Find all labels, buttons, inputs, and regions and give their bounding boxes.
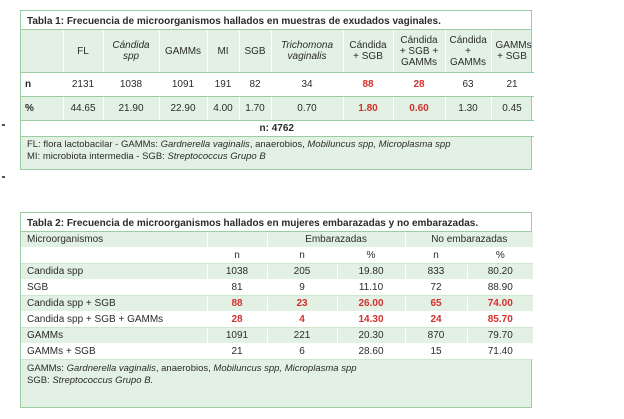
table-1-note-line-2	[27, 151, 525, 163]
row-label: GAMMs + SGB	[21, 344, 207, 360]
cell-highlight: 26.00	[337, 296, 405, 312]
cell-highlight: 65	[405, 296, 467, 312]
header-trichomona: Trichomona vaginalis	[271, 30, 343, 72]
table-2-title: Tabla 2: Frecuencia de microorganismos hallados en mujeres embarazadas y no embarazadas.	[21, 213, 531, 232]
row-label: Candida spp	[21, 264, 207, 280]
cell-highlight: 88	[343, 72, 393, 96]
cell: 1038	[207, 264, 267, 280]
header-candida-sgb-gamms: Cándida + SGB + GAMMs	[393, 30, 445, 72]
table-1-header-row	[21, 30, 533, 72]
cell-highlight: 28	[393, 72, 445, 96]
cell: 15	[405, 344, 467, 360]
table-2-note-line-1	[27, 363, 525, 375]
subheader: %	[467, 248, 533, 264]
table-2	[21, 232, 533, 360]
cell-highlight: 24	[405, 312, 467, 328]
row-label-n: n	[21, 72, 63, 96]
note-text: Streptococcus Grupo B.	[52, 375, 154, 386]
cell: 21.90	[103, 96, 159, 120]
cell: 22.90	[159, 96, 207, 120]
margin-mark	[2, 124, 5, 126]
header-candida-gamms: Cándida + GAMMs	[445, 30, 491, 72]
cell: 72	[405, 280, 467, 296]
table-1-total-row	[21, 120, 533, 136]
table-1-note	[21, 137, 531, 165]
cell: 833	[405, 264, 467, 280]
row-label: SGB	[21, 280, 207, 296]
subheader: %	[337, 248, 405, 264]
subheader: n	[267, 248, 337, 264]
note-text: SGB:	[27, 375, 53, 386]
cell: 71.40	[467, 344, 533, 360]
table-1-panel	[20, 10, 532, 170]
note-text: Mobiluncus spp, Microplasma spp	[213, 363, 357, 374]
cell: 21	[491, 72, 533, 96]
cell: 1091	[207, 328, 267, 344]
table-1-pct-row	[21, 96, 533, 120]
cell: 81	[207, 280, 267, 296]
header-gamms: GAMMs	[159, 30, 207, 72]
cell: 20.30	[337, 328, 405, 344]
header-gamms-sgb: GAMMs + SGB	[491, 30, 533, 72]
note-text: , anaerobios,	[155, 363, 214, 374]
cell: 19.80	[337, 264, 405, 280]
table-1-total: n: 4762	[21, 120, 533, 136]
cell: 2131	[63, 72, 103, 96]
cell-highlight: 4	[267, 312, 337, 328]
cell: 9	[267, 280, 337, 296]
note-text: GAMMs:	[27, 363, 67, 374]
table-row	[21, 344, 533, 360]
cell-highlight: 14.30	[337, 312, 405, 328]
row-label: Candida spp + SGB + GAMMs	[21, 312, 207, 328]
table-2-header-row	[21, 232, 533, 248]
row-label-pct: %	[21, 96, 63, 120]
note-text: Gardnerella vaginalis	[160, 138, 250, 150]
subheader: n	[405, 248, 467, 264]
cell: 82	[239, 72, 271, 96]
cell-highlight: 28	[207, 312, 267, 328]
header-sgb: SGB	[239, 30, 271, 72]
note-text: FL: flora lactobacilar - GAMMs:	[27, 138, 161, 150]
cell: 80.20	[467, 264, 533, 280]
subheader: n	[207, 248, 267, 264]
note-text: , anaerobios,	[249, 138, 308, 150]
table-row	[21, 280, 533, 296]
cell: 1.70	[239, 96, 271, 120]
cell-highlight: 23	[267, 296, 337, 312]
row-label: GAMMs	[21, 328, 207, 344]
margin-mark	[2, 176, 5, 178]
cell-highlight: 1.80	[343, 96, 393, 120]
cell: 44.65	[63, 96, 103, 120]
table-row	[21, 312, 533, 328]
cell: 1038	[103, 72, 159, 96]
cell: 221	[267, 328, 337, 344]
cell: 79.70	[467, 328, 533, 344]
cell: 1091	[159, 72, 207, 96]
table-1	[21, 30, 534, 137]
table-2-subheader-row	[21, 248, 533, 264]
header-candida-sgb: Cándida + SGB	[343, 30, 393, 72]
cell-highlight: 0.60	[393, 96, 445, 120]
table-1-title: Tabla 1: Frecuencia de microorganismos hallados en muestras de exudados vaginales.	[21, 11, 531, 30]
header-fl: FL	[63, 30, 103, 72]
note-text: Streptococcus Grupo B	[167, 150, 266, 162]
header-embarazadas: Embarazadas	[267, 232, 405, 248]
cell: 21	[207, 344, 267, 360]
cell: 870	[405, 328, 467, 344]
cell-highlight: 88	[207, 296, 267, 312]
cell: 28.60	[337, 344, 405, 360]
cell: 4.00	[207, 96, 239, 120]
cell-highlight: 74.00	[467, 296, 533, 312]
table-row	[21, 296, 533, 312]
cell: 34	[271, 72, 343, 96]
cell: 63	[445, 72, 491, 96]
cell: 88.90	[467, 280, 533, 296]
table-1-n-row	[21, 72, 533, 96]
table-2-panel	[20, 212, 532, 408]
note-text: Gardnerella vaginalis	[66, 363, 156, 374]
cell: 0.45	[491, 96, 533, 120]
cell: 191	[207, 72, 239, 96]
cell: 11.10	[337, 280, 405, 296]
note-text: Mobiluncus spp, Microplasma spp	[307, 138, 451, 150]
table-2-note	[21, 360, 531, 389]
cell: 0.70	[271, 96, 343, 120]
header-mi: MI	[207, 30, 239, 72]
cell-highlight: 85.70	[467, 312, 533, 328]
table-row	[21, 328, 533, 344]
table-row	[21, 264, 533, 280]
header-candida: Cándida spp	[103, 30, 159, 72]
row-label: Candida spp + SGB	[21, 296, 207, 312]
cell: 1.30	[445, 96, 491, 120]
note-text: MI: microbiota intermedia - SGB:	[27, 150, 168, 162]
header-microorganismos: Microorganismos	[21, 232, 207, 248]
cell: 6	[267, 344, 337, 360]
table-1-note-line-1	[27, 139, 525, 151]
header-no-embarazadas: No embarazadas	[405, 232, 533, 248]
table-2-note-line-2	[27, 375, 525, 387]
cell: 205	[267, 264, 337, 280]
